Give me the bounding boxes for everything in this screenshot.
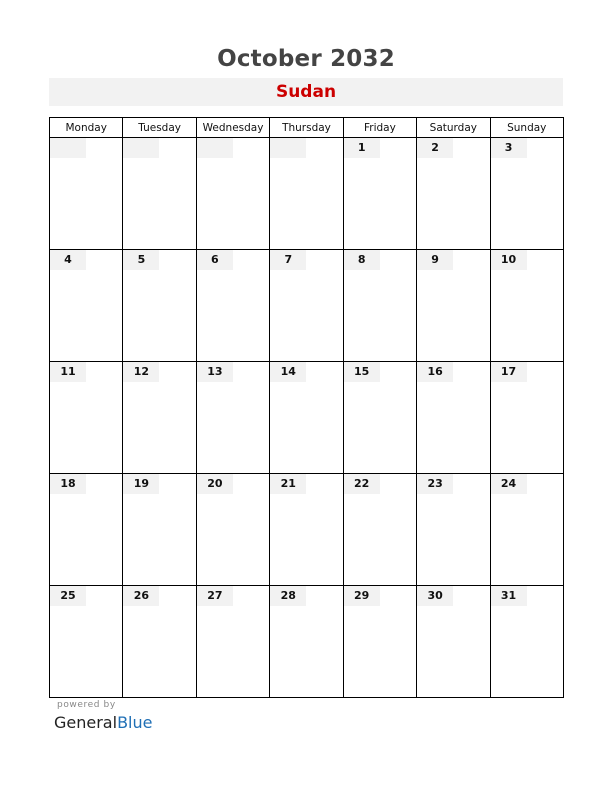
day-number: 14 <box>270 362 306 382</box>
brand-logo[interactable] <box>54 713 152 732</box>
day-cell <box>270 138 343 250</box>
country-label: Sudan <box>275 82 337 102</box>
weekday-header-row <box>50 118 564 138</box>
day-cell <box>490 250 563 362</box>
day-number: 16 <box>417 362 453 382</box>
day-number <box>123 138 159 158</box>
day-cell <box>417 586 490 698</box>
day-number <box>197 138 233 158</box>
day-number: 9 <box>417 250 453 270</box>
day-cell <box>417 138 490 250</box>
day-cell <box>417 474 490 586</box>
day-cell <box>343 362 416 474</box>
day-number: 18 <box>50 474 86 494</box>
powered-by-label: powered by <box>57 700 116 710</box>
day-cell <box>343 250 416 362</box>
day-cell <box>123 138 196 250</box>
day-number: 26 <box>123 586 159 606</box>
day-number: 5 <box>123 250 159 270</box>
day-cell <box>343 474 416 586</box>
day-cell <box>490 362 563 474</box>
day-number: 19 <box>123 474 159 494</box>
day-cell <box>50 250 123 362</box>
page-title: October 2032 <box>217 46 395 72</box>
day-cell <box>490 474 563 586</box>
day-number: 1 <box>344 138 380 158</box>
day-cell <box>490 586 563 698</box>
weekday-header: Tuesday <box>123 118 196 138</box>
day-cell <box>196 250 269 362</box>
country-banner <box>49 78 563 106</box>
day-cell <box>270 362 343 474</box>
day-number: 15 <box>344 362 380 382</box>
day-number: 29 <box>344 586 380 606</box>
day-number: 22 <box>344 474 380 494</box>
day-cell <box>417 250 490 362</box>
day-number: 7 <box>270 250 306 270</box>
day-cell <box>270 474 343 586</box>
day-cell <box>343 586 416 698</box>
day-cell <box>196 362 269 474</box>
week-row <box>50 250 564 362</box>
day-cell <box>123 474 196 586</box>
day-cell <box>123 250 196 362</box>
day-cell <box>50 586 123 698</box>
day-number: 4 <box>50 250 86 270</box>
day-number: 2 <box>417 138 453 158</box>
day-cell <box>123 362 196 474</box>
day-number: 20 <box>197 474 233 494</box>
calendar-grid <box>49 117 564 698</box>
brand-name-part1: General <box>54 713 118 732</box>
day-cell <box>50 474 123 586</box>
week-row <box>50 586 564 698</box>
weekday-header: Sunday <box>490 118 563 138</box>
day-number: 30 <box>417 586 453 606</box>
day-number: 11 <box>50 362 86 382</box>
brand-name-part2: Blue <box>117 713 153 732</box>
day-number: 28 <box>270 586 306 606</box>
weekday-header: Saturday <box>417 118 490 138</box>
day-number: 12 <box>123 362 159 382</box>
day-number: 21 <box>270 474 306 494</box>
day-cell <box>270 586 343 698</box>
week-row <box>50 138 564 250</box>
day-cell <box>50 362 123 474</box>
day-cell <box>196 138 269 250</box>
day-cell <box>343 138 416 250</box>
day-number: 10 <box>491 250 527 270</box>
week-row <box>50 362 564 474</box>
weekday-header: Thursday <box>270 118 343 138</box>
day-cell <box>490 138 563 250</box>
day-number: 8 <box>344 250 380 270</box>
day-number: 27 <box>197 586 233 606</box>
day-number: 31 <box>491 586 527 606</box>
day-number: 17 <box>491 362 527 382</box>
day-number: 3 <box>491 138 527 158</box>
day-number: 13 <box>197 362 233 382</box>
day-number <box>50 138 86 158</box>
day-cell <box>270 250 343 362</box>
week-row <box>50 474 564 586</box>
day-number: 25 <box>50 586 86 606</box>
day-number: 24 <box>491 474 527 494</box>
day-number: 23 <box>417 474 453 494</box>
day-cell <box>417 362 490 474</box>
day-number <box>270 138 306 158</box>
day-cell <box>123 586 196 698</box>
day-cell <box>196 474 269 586</box>
day-number: 6 <box>197 250 233 270</box>
weekday-header: Monday <box>50 118 123 138</box>
weekday-header: Friday <box>343 118 416 138</box>
day-cell <box>50 138 123 250</box>
day-cell <box>196 586 269 698</box>
weekday-header: Wednesday <box>196 118 269 138</box>
